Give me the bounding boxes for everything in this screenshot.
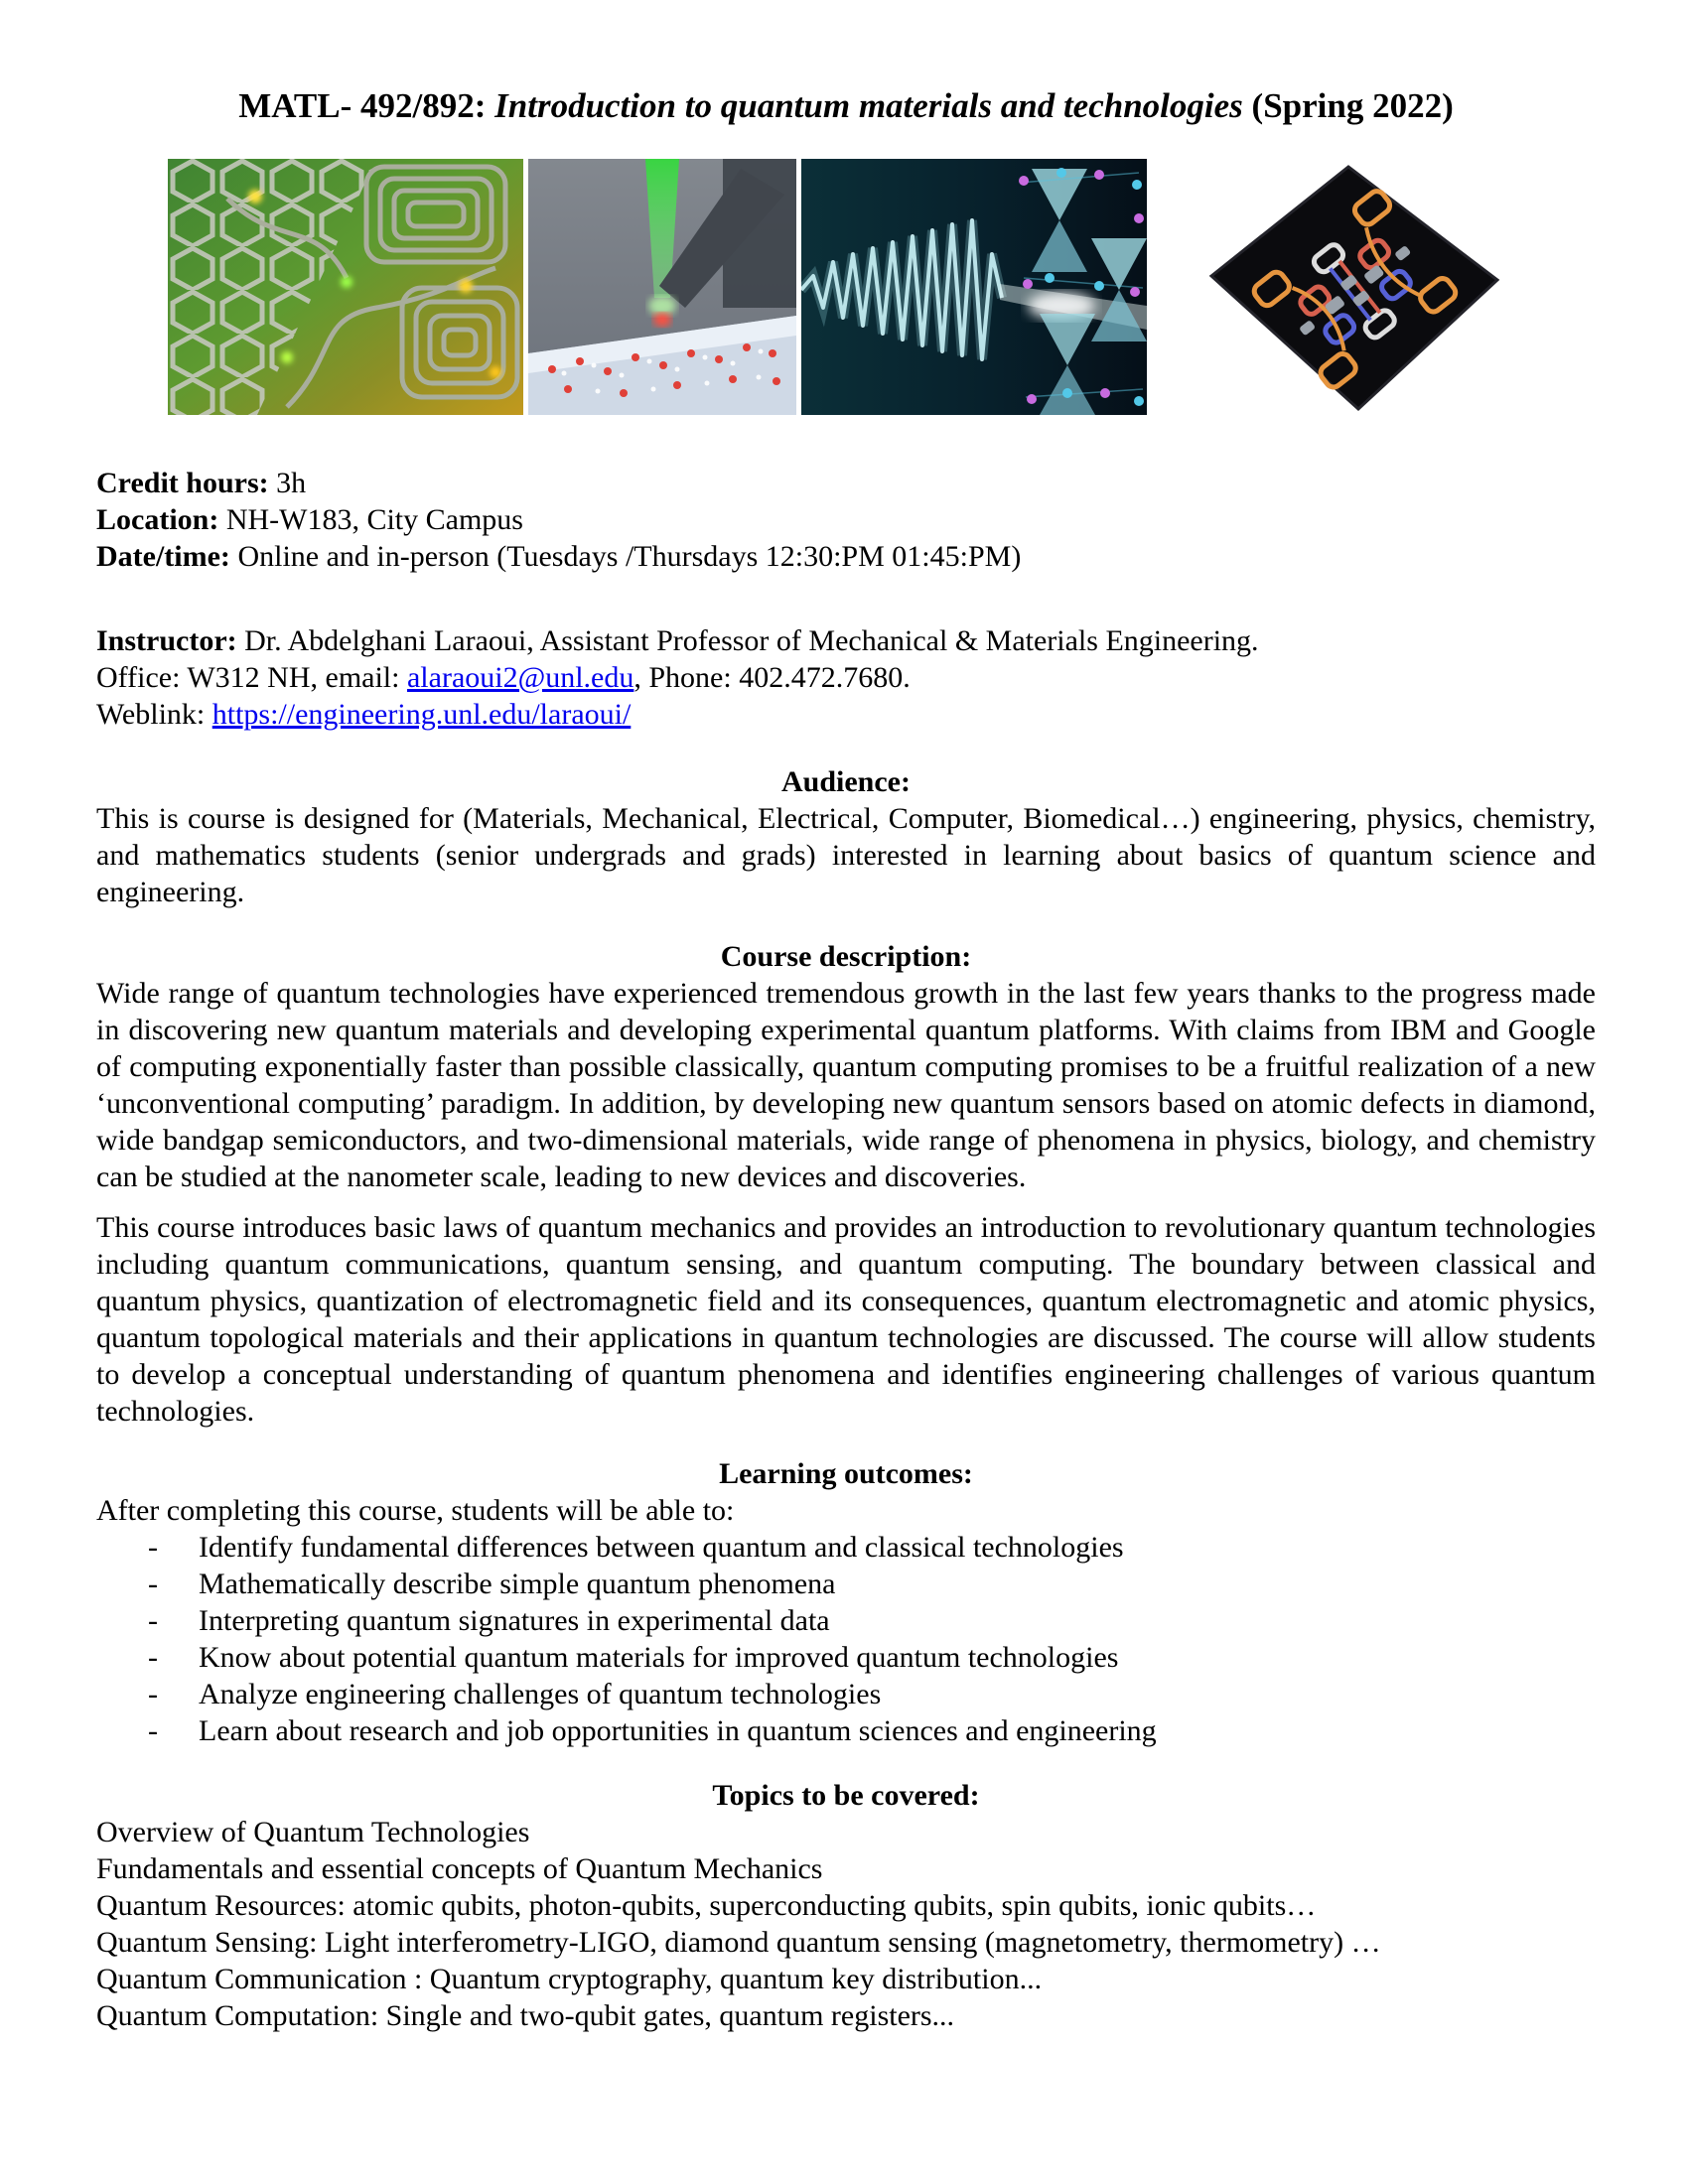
location-label: Location: [96,503,219,536]
list-item [148,1676,1596,1712]
course-term: (Spring 2022) [1242,86,1454,125]
list-item [148,1639,1596,1676]
list-item: Quantum Communication : Quantum cryptography, quantum key distribution... [96,1963,1043,1995]
outcome-text: Analyze engineering challenges of quantum technologies [199,1678,882,1710]
course-info-block [96,465,1596,575]
bullet-dash: - [148,1641,158,1674]
course-description-heading: Course description: [720,940,972,973]
instructor-value: Dr. Abdelghani Laraoui, Assistant Professor of Mechanical & Materials Engineering. [236,624,1259,657]
instructor-line [96,622,1596,659]
location-line [96,501,1596,538]
list-item [148,1712,1596,1749]
course-name: Introduction to quantum materials and technologies [494,86,1243,125]
office-text: Office: W312 NH, email: [96,661,407,694]
outcome-text: Know about potential quantum materials for improved quantum technologies [199,1641,1119,1674]
outcome-text: Interpreting quantum signatures in experimental data [199,1604,830,1637]
audience-paragraph: This is course is designed for (Materials, Mechanical, Electrical, Computer, Biomedical…) engineering, physics, chemistry, and mathematics students (senior undergrads and grads) interested in learning about basics of quantum science and engineering. [96,802,1596,908]
weblink-text: Weblink: [96,698,212,731]
list-item [148,1529,1596,1566]
outcome-text: Identify fundamental differences between quantum and classical technologies [199,1531,1124,1564]
bullet-dash: - [148,1678,158,1710]
phone-text: , Phone: 402.472.7680. [633,661,911,694]
bullet-dash: - [148,1531,158,1564]
credit-hours-label: Credit hours: [96,467,269,499]
outcome-text: Mathematically describe simple quantum phenomena [199,1568,836,1600]
outcome-text: Learn about research and job opportunities in quantum sciences and engineering [199,1714,1157,1747]
topics-heading: Topics to be covered: [712,1779,980,1812]
course-code: MATL- 492/892: [238,86,495,125]
list-item: Quantum Computation: Single and two-qubit gates, quantum registers... [96,1999,955,2032]
instructor-block [96,622,1596,733]
bullet-dash: - [148,1714,158,1747]
learning-outcomes-intro: After completing this course, students will be able to: [96,1494,735,1527]
bullet-dash: - [148,1568,158,1600]
list-item: Quantum Resources: atomic qubits, photon-qubits, superconducting qubits, spin qubits, ionic qubits… [96,1889,1317,1922]
page-title [96,83,1596,129]
instructor-label: Instructor: [96,624,237,657]
learning-outcomes-list [148,1529,1596,1749]
list-item: Quantum Sensing: Light interferometry-LIGO, diamond quantum sensing (magnetometry, thermometry) … [96,1926,1381,1959]
credit-hours-line [96,465,1596,501]
weblink-url[interactable]: https://engineering.unl.edu/laraoui/ [211,698,632,731]
course-description-paragraph-1: Wide range of quantum technologies have experienced tremendous growth in the last few years thanks to the progress made in discovering new quantum materials and developing experimental quantum platforms. With claims from IBM and Google of computing exponentially faster than possible classically, quantum computing promises to be a fruitful realization of a new ‘unconventional computing’ paradigm. In addition, by developing new quantum sensors based on atomic defects in diamond, wide bandgap semiconductors, and two-dimensional materials, wide range of phenomena in physics, biology, and chemistry can be studied at the nanometer scale, leading to new devices and discoveries. [96,977,1596,1193]
datetime-label: Date/time: [96,540,230,573]
superconducting-circuit-photo [168,159,523,415]
audience-heading: Audience: [781,765,911,798]
list-item: Overview of Quantum Technologies [96,1816,530,1848]
quantum-chip-photo [1152,159,1524,415]
email-link[interactable]: alaraoui2@unl.edu [406,661,634,694]
course-description-paragraph-2: This course introduces basic laws of quantum mechanics and provides an introduction to revolutionary quantum technologies including quantum communications, quantum sensing, and quantum computing. The boundary between classical and quantum physics, quantization of electromagnetic field and its consequences, quantum electromagnetic and atomic physics, quantum topological materials and their applications in quantum technologies are discussed. The course will allow students to develop a conceptual understanding of quantum phenomena and identifies engineering challenges of various quantum technologies. [96,1211,1596,1428]
laser-probe-experiment-photo [528,159,796,415]
location-value: NH-W183, City Campus [218,503,523,536]
list-item: Fundamentals and essential concepts of Quantum Mechanics [96,1852,823,1885]
office-line [96,659,1596,696]
light-wave-dirac-cones-art [801,159,1147,415]
datetime-line [96,538,1596,575]
topics-list [96,1814,1596,2034]
bullet-dash: - [148,1604,158,1637]
credit-hours-value: 3h [268,467,307,499]
learning-outcomes-heading: Learning outcomes: [719,1457,973,1490]
list-item [148,1566,1596,1602]
datetime-value: Online and in-person (Tuesdays /Thursdays 12:30:PM 01:45:PM) [229,540,1022,573]
list-item [148,1602,1596,1639]
weblink-line [96,696,1596,733]
figure-row [168,159,1596,415]
